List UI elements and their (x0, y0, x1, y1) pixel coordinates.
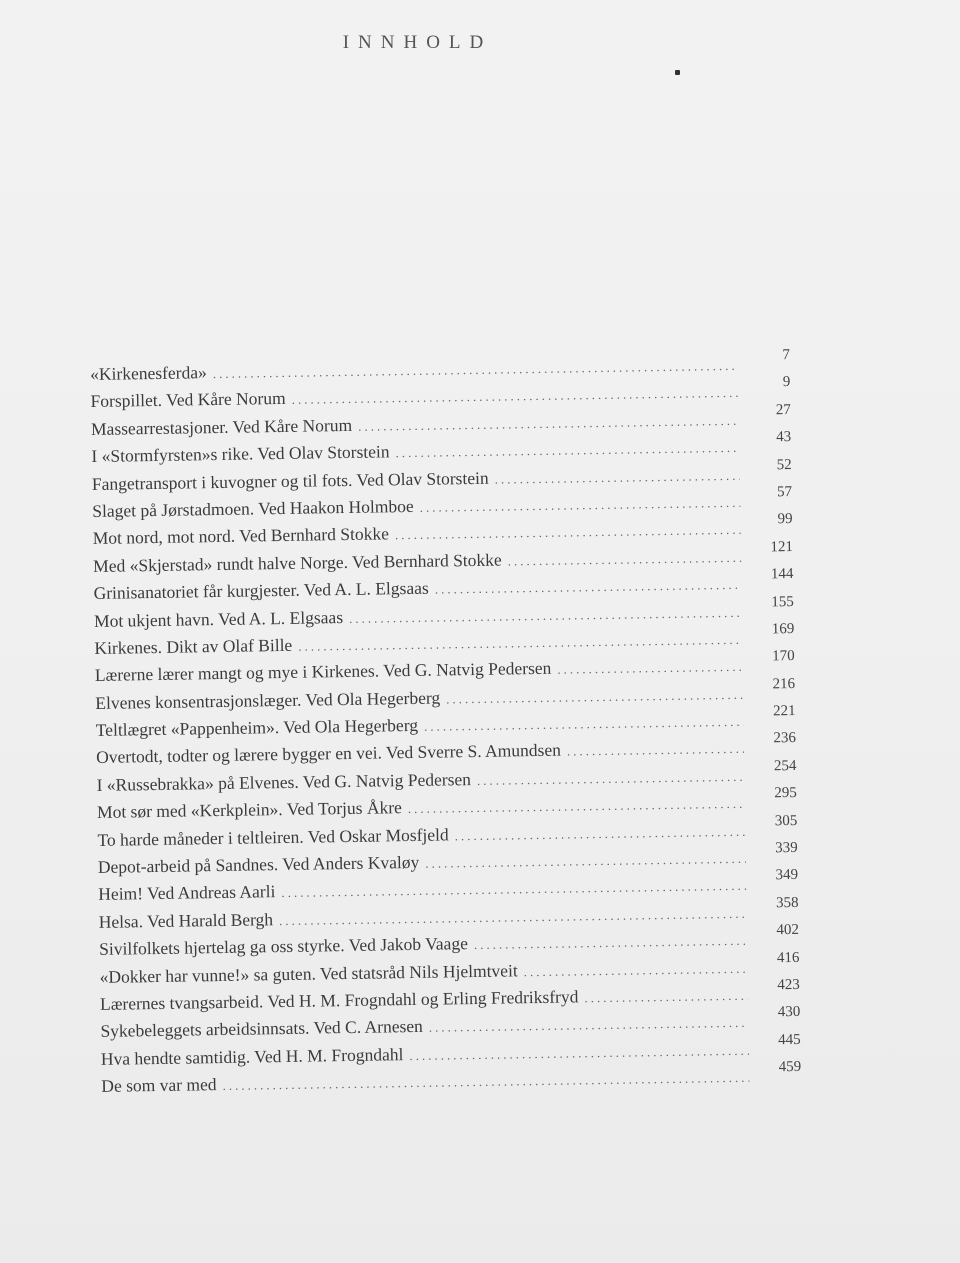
toc-entry-page-number: 236 (773, 730, 797, 747)
ink-dot (675, 70, 680, 75)
dot-leader (495, 467, 740, 487)
dot-leader (349, 604, 742, 626)
dot-leader (222, 1070, 749, 1094)
toc-entry-title: Teltlægret «Pappenheim». Ved Ola Hegerberg (95, 714, 419, 741)
toc-entry-page-number: 430 (777, 1004, 801, 1021)
toc-entry-page-number: 27 (775, 401, 791, 419)
toc-entry-page-number: 305 (774, 812, 798, 829)
toc-entry-title: Depot-arbeid på Sandnes. Ved Anders Kvaløy (97, 851, 420, 877)
dot-leader (435, 577, 742, 598)
toc-entry-page-number: 254 (773, 757, 797, 775)
toc-entry-page-number: 43 (776, 429, 792, 446)
toc-entry-page-number: 295 (774, 785, 797, 802)
dot-leader (358, 413, 739, 435)
toc-entry-title: To harde måneder i teltleiren. Ved Oskar Mosfjeld (97, 824, 449, 850)
dot-leader (455, 823, 746, 844)
toc-entry-title: Mot ukjent havn. Ved A. L. Elgsaas (93, 606, 344, 631)
toc-entry-page-number: 459 (778, 1059, 802, 1076)
toc-entry-page-number: 170 (772, 648, 795, 665)
toc-entry-title: I «Stormfyrsten»s rike. Ved Olav Storstein (91, 441, 390, 467)
toc-entry-page-number: 349 (775, 867, 799, 884)
dot-leader (298, 632, 742, 655)
toc-entry-page-number: 423 (777, 976, 800, 994)
dot-leader (477, 769, 745, 789)
table-of-contents (90, 347, 802, 1103)
dot-leader (557, 659, 743, 678)
page-title: INNHOLD (342, 32, 493, 53)
toc-entry-title: Massearrestasjoner. Ved Kåre Norum (90, 414, 353, 439)
toc-entry-title: Overtodt, todter og lærere bygger en vei. Ved Sverre S. Amundsen (96, 740, 562, 768)
toc-entry-title: Lærernes tvangsarbeid. Ved H. M. Frogndahl og Erling Fredriksfryd (99, 986, 579, 1014)
dot-leader (429, 1015, 749, 1036)
toc-entry-title: «Kirkenesferda» (90, 362, 207, 384)
dot-leader (567, 741, 744, 760)
dot-leader (395, 440, 739, 461)
toc-entry-title: De som var med (101, 1074, 217, 1097)
toc-entry-page-number: 57 (776, 483, 793, 501)
toc-entry-page-number: 52 (776, 456, 792, 473)
toc-entry-page-number: 155 (771, 593, 794, 610)
toc-entry-page-number: 144 (770, 566, 794, 583)
toc-entry-title: Hva hendte samtidig. Ved H. M. Frogndahl (100, 1043, 404, 1069)
dot-leader (508, 550, 742, 570)
dot-leader (420, 495, 741, 516)
toc-entry-title: Mot sør med «Kerkplein». Ved Torjus Åkre (96, 797, 402, 823)
dot-leader (474, 933, 747, 953)
toc-entry-title: Sivilfolkets hjertelag ga oss styrke. Ved Jakob Vaage (99, 933, 469, 960)
toc-entry-page-number: 7 (782, 347, 791, 364)
toc-entry-title: Slaget på Jørstadmoen. Ved Haakon Holmboe (92, 495, 414, 521)
toc-entry-title: Helsa. Ved Harald Bergh (98, 909, 274, 932)
toc-entry-page-number: 99 (777, 511, 793, 528)
toc-entry-page-number: 9 (782, 374, 791, 391)
dot-leader (279, 906, 747, 929)
dot-leader (409, 1043, 749, 1064)
toc-entry-title: Elvenes konsentrasjonslæger. Ved Ola Hegerberg (95, 687, 441, 713)
dot-leader (408, 796, 745, 817)
toc-entry-page-number: 221 (772, 703, 796, 720)
toc-entry-title: Fangetransport i kuvogner og til fots. Ved Olav Storstein (91, 467, 489, 494)
dot-leader (446, 686, 743, 707)
toc-entry-title: Mot nord, mot nord. Ved Bernhard Stokke (92, 523, 390, 549)
toc-entry-page-number: 445 (778, 1031, 801, 1049)
toc-entry-title: Kirkenes. Dikt av Olaf Bille (94, 634, 293, 658)
dot-leader (584, 988, 748, 1007)
dot-leader (424, 714, 744, 735)
dot-leader (524, 960, 748, 980)
toc-entry-page-number: 358 (775, 894, 799, 912)
toc-entry-title: Sykebeleggets arbeidsinnsats. Ved C. Arnesen (100, 1016, 424, 1042)
toc-entry-page-number: 216 (772, 675, 796, 693)
dot-leader (395, 522, 741, 543)
toc-entry-title: Med «Skjerstad» rundt halve Norge. Ved Bernhard Stokke (93, 549, 502, 576)
toc-entry-page-number: 169 (771, 620, 795, 638)
toc-entry-title: Lærerne lærer mangt og mye i Kirkenes. Ved G. Natvig Pedersen (94, 658, 552, 686)
toc-entry-title: «Dokker har vunne!» sa guten. Ved statsråd Nils Hjelmtveit (99, 959, 518, 987)
toc-entry-title: Heim! Ved Andreas Aarli (98, 881, 276, 905)
dot-leader (292, 385, 739, 408)
dot-leader (281, 878, 746, 901)
toc-entry-page-number: 339 (775, 839, 798, 857)
dot-leader (425, 851, 746, 872)
toc-entry-page-number: 121 (770, 538, 794, 556)
toc-entry-title: Forspillet. Ved Kåre Norum (90, 388, 286, 412)
toc-entry-page-number: 416 (776, 949, 800, 966)
toc-entry-title: I «Russebrakka» på Elvenes. Ved G. Natvig Pedersen (96, 768, 472, 795)
toc-entry-title: Grinisanatoriet får kurgjester. Ved A. L. Elgsaas (93, 577, 429, 604)
dot-leader (213, 358, 739, 382)
toc-entry-page-number: 402 (776, 922, 800, 939)
